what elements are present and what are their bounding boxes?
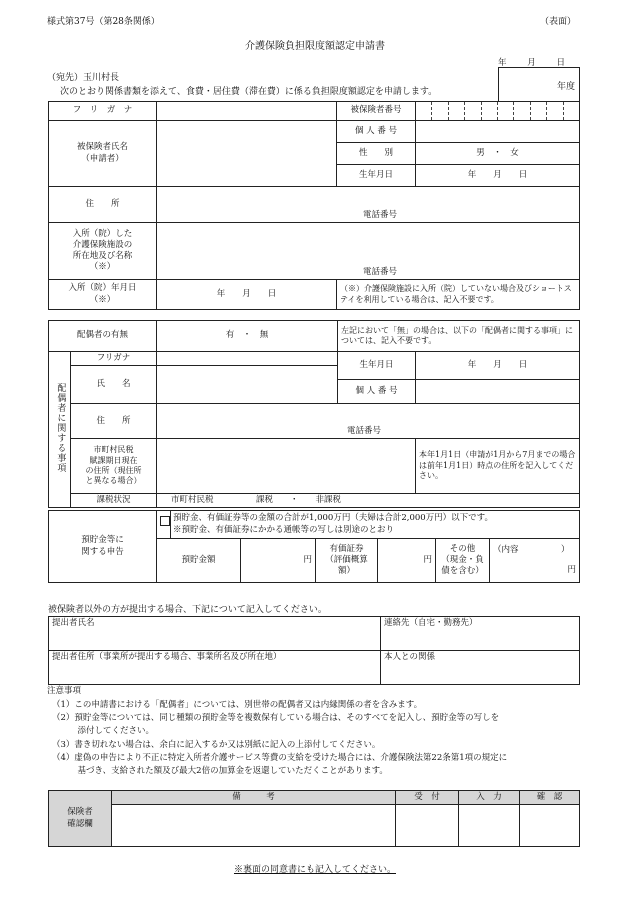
insured-name-label-line1: 被保険者氏名 bbox=[76, 142, 128, 153]
submitter-address-label: 提出者住所（事業所が提出する場合、事業所名及び所在地） bbox=[52, 652, 282, 662]
securities-label-line1: 有価証券 bbox=[329, 543, 364, 554]
other-yen-label: 円 bbox=[567, 564, 577, 575]
page-title: 介護保険負担限度額認定申請書 bbox=[245, 41, 385, 52]
note-item: （4）虚偽の申告により不正に特定入所者介護サービス等費の支給を受けた場合には、介護保険法第22条第1項の規定に bbox=[52, 753, 508, 763]
submitter-intro: 被保険者以外の方が提出する場合、下記について記入してください。 bbox=[48, 605, 327, 615]
securities-field[interactable]: 円 bbox=[378, 539, 436, 583]
spouse-birthdate-field[interactable]: 年 月 日 bbox=[416, 352, 580, 380]
other-label-line1: その他 bbox=[449, 543, 476, 554]
personal-number-label: 個 人 番 号 bbox=[337, 121, 416, 143]
savings-checkbox[interactable] bbox=[157, 511, 171, 539]
tax-status-field[interactable]: 市町村民税 課税 ・ 非課税 bbox=[157, 494, 580, 508]
insured-name-field[interactable] bbox=[157, 121, 337, 187]
date-year: 年 bbox=[498, 58, 507, 68]
address-field[interactable] bbox=[157, 187, 580, 223]
spouse-name-label: 氏 名 bbox=[71, 366, 157, 404]
admission-label-line1: 入所（院）年月日 bbox=[68, 283, 137, 294]
tax-address-label-line4: と異なる場合） bbox=[85, 476, 142, 486]
received-field[interactable] bbox=[396, 805, 459, 847]
spouse-name-field[interactable] bbox=[157, 366, 338, 404]
savings-check-note: ※預貯金、有価証券にかかる通帳等の写しは別途のとおり bbox=[173, 524, 395, 535]
spouse-birthdate-label: 生年月日 bbox=[338, 352, 416, 380]
remarks-field[interactable] bbox=[112, 805, 396, 847]
input-header: 入 力 bbox=[459, 791, 520, 805]
tax-address-label-line3: の住所（現住所 bbox=[85, 466, 142, 476]
spouse-table bbox=[48, 320, 580, 508]
tax-address-field[interactable] bbox=[157, 439, 416, 494]
gender-options[interactable]: 男 ・ 女 bbox=[416, 143, 580, 165]
checkbox-icon[interactable] bbox=[160, 516, 170, 526]
other-assets-label bbox=[436, 539, 490, 583]
note-item: （1）この申請書における「配偶者」については、別世帯の配偶者又は内縁関係の者を含みます。 bbox=[52, 700, 423, 710]
date-day: 日 bbox=[556, 58, 565, 68]
gender-label: 性 別 bbox=[337, 143, 416, 165]
insurer-label-line1: 保険者 bbox=[67, 807, 93, 818]
has-spouse-note: 左記において「無」の場合は、以下の「配偶者に関する事項」については、記入不要です。 bbox=[338, 321, 580, 352]
has-spouse-options[interactable]: 有 ・ 無 bbox=[157, 321, 338, 352]
savings-check-line: 預貯金、有価証券等の金額の合計が1,000万円（夫婦は合計2,000万円）以下です。 bbox=[173, 513, 493, 524]
insurer-table bbox=[48, 790, 580, 847]
birthdate-label: 生年月日 bbox=[337, 165, 416, 187]
insured-number-field[interactable] bbox=[416, 102, 580, 121]
personal-number-field[interactable] bbox=[416, 121, 580, 143]
spouse-section-label bbox=[49, 352, 71, 508]
securities-label-line2: （評価概算額） bbox=[325, 554, 368, 577]
footer-note-text: ※裏面の同意書にも記入してください。 bbox=[233, 865, 396, 875]
insured-name-label-line2: （申請者） bbox=[81, 153, 124, 164]
notes-heading: 注意事項 bbox=[47, 686, 82, 696]
remarks-header: 備 考 bbox=[112, 791, 396, 805]
other-label-line3: 債を含む） bbox=[441, 566, 484, 577]
spouse-section-text: 配偶者に関する事項 bbox=[55, 382, 66, 473]
submitter-relation-field[interactable] bbox=[381, 651, 580, 685]
tax-address-label-line1: 市町村民税 bbox=[93, 445, 134, 455]
savings-label-line1: 預貯金等に bbox=[81, 535, 124, 546]
admission-date-label bbox=[49, 280, 157, 310]
addressee: （宛先）玉川村長 bbox=[47, 73, 120, 83]
insurer-label bbox=[49, 791, 112, 847]
spouse-furigana-field[interactable] bbox=[157, 352, 338, 366]
facility-field[interactable] bbox=[157, 223, 580, 280]
note-item: 添付してください。 bbox=[52, 726, 155, 736]
submitter-contact-field[interactable] bbox=[381, 617, 580, 651]
has-spouse-label: 配偶者の有無 bbox=[49, 321, 157, 352]
tax-address-note: 本年1月1日（申請が1月から7月までの場合は前年1月1日）時点の住所を記入してください。 bbox=[416, 439, 580, 494]
deposit-field[interactable]: 円 bbox=[241, 539, 316, 583]
birthdate-field[interactable]: 年 月 日 bbox=[416, 165, 580, 187]
facility-label-line2: 介護保険施設の bbox=[72, 239, 133, 250]
other-label-line2: （現金・負 bbox=[441, 554, 484, 565]
tax-address-label bbox=[71, 439, 157, 494]
spouse-phone-label: 電話番号 bbox=[347, 426, 382, 436]
form-number: 様式第37号（第28条関係） bbox=[47, 17, 160, 27]
admission-note: （※）介護保険施設に入所（院）していない場合及びショートステイを利用している場合は、記入不要です。 bbox=[337, 280, 580, 310]
submitter-relation-label: 本人との関係 bbox=[384, 652, 436, 662]
savings-statement bbox=[171, 511, 580, 539]
input-field[interactable] bbox=[459, 805, 520, 847]
note-item: （3）書き切れない場合は、余白に記入するか又は別紙に記入の上添付してください。 bbox=[52, 740, 381, 750]
facility-label bbox=[49, 223, 157, 280]
submitter-address-field[interactable] bbox=[49, 651, 381, 685]
spouse-personal-number-label: 個 人 番 号 bbox=[338, 380, 416, 404]
securities-label bbox=[316, 539, 378, 583]
date-month: 月 bbox=[527, 58, 536, 68]
admission-date-field[interactable]: 年 月 日 bbox=[157, 280, 337, 310]
facility-label-line3: 所在地及び名称 bbox=[72, 251, 133, 261]
spouse-address-label: 住 所 bbox=[71, 404, 157, 439]
confirm-header: 確 認 bbox=[520, 791, 580, 805]
facility-label-line1: 入所（院）した bbox=[72, 228, 133, 239]
note-item: （2）預貯金等については、同じ種類の預貯金等を複数保有している場合は、そのすべてを記入し、預貯金等の写しを bbox=[52, 713, 500, 723]
furigana-field[interactable] bbox=[157, 102, 337, 121]
insured-number-label: 被保険者番号 bbox=[337, 102, 416, 121]
side-label: （表面） bbox=[540, 17, 577, 27]
other-assets-field[interactable] bbox=[490, 539, 580, 583]
spouse-personal-number-field[interactable] bbox=[416, 380, 580, 404]
savings-label bbox=[49, 511, 157, 583]
facility-phone-label: 電話番号 bbox=[363, 266, 398, 277]
insured-name-label bbox=[49, 121, 157, 187]
nendo-box[interactable] bbox=[498, 67, 580, 102]
address-label: 住 所 bbox=[49, 187, 157, 223]
address-phone-label: 電話番号 bbox=[363, 209, 398, 220]
deposit-label: 預貯金額 bbox=[157, 539, 241, 583]
admission-label-line2: （※） bbox=[89, 294, 116, 305]
applicant-table bbox=[48, 101, 580, 310]
submitter-contact-label: 連絡先（自宅・勤務先） bbox=[384, 618, 478, 628]
tax-status-label: 課税状況 bbox=[71, 494, 157, 508]
tax-address-label-line2: 賦課期日現在 bbox=[89, 455, 138, 465]
furigana-label: フ リ ガ ナ bbox=[49, 102, 157, 121]
nendo-label: 年度 bbox=[556, 82, 575, 92]
facility-label-line4: （※） bbox=[89, 262, 116, 273]
confirm-field[interactable] bbox=[520, 805, 580, 847]
spouse-address-field[interactable] bbox=[157, 404, 580, 439]
spouse-furigana-label: フリガナ bbox=[71, 352, 157, 366]
insurer-label-line2: 確認欄 bbox=[67, 818, 93, 829]
submitter-name-label: 提出者氏名 bbox=[52, 618, 95, 628]
submitter-name-field[interactable] bbox=[49, 617, 381, 651]
submitter-table bbox=[48, 616, 580, 685]
savings-label-line2: 関する申告 bbox=[81, 546, 124, 557]
received-header: 受 付 bbox=[396, 791, 459, 805]
intro-text: 次のとおり関係書類を添えて、食費・居住費（滞在費）に係る負担限度額認定を申請します。 bbox=[60, 87, 438, 97]
savings-table bbox=[48, 510, 580, 583]
other-content-label: （内容 ） bbox=[493, 545, 570, 556]
note-item: 基づき、支給された額及び最大2倍の加算金を返還していただくことがあります。 bbox=[52, 766, 388, 776]
footer-note bbox=[0, 862, 630, 875]
